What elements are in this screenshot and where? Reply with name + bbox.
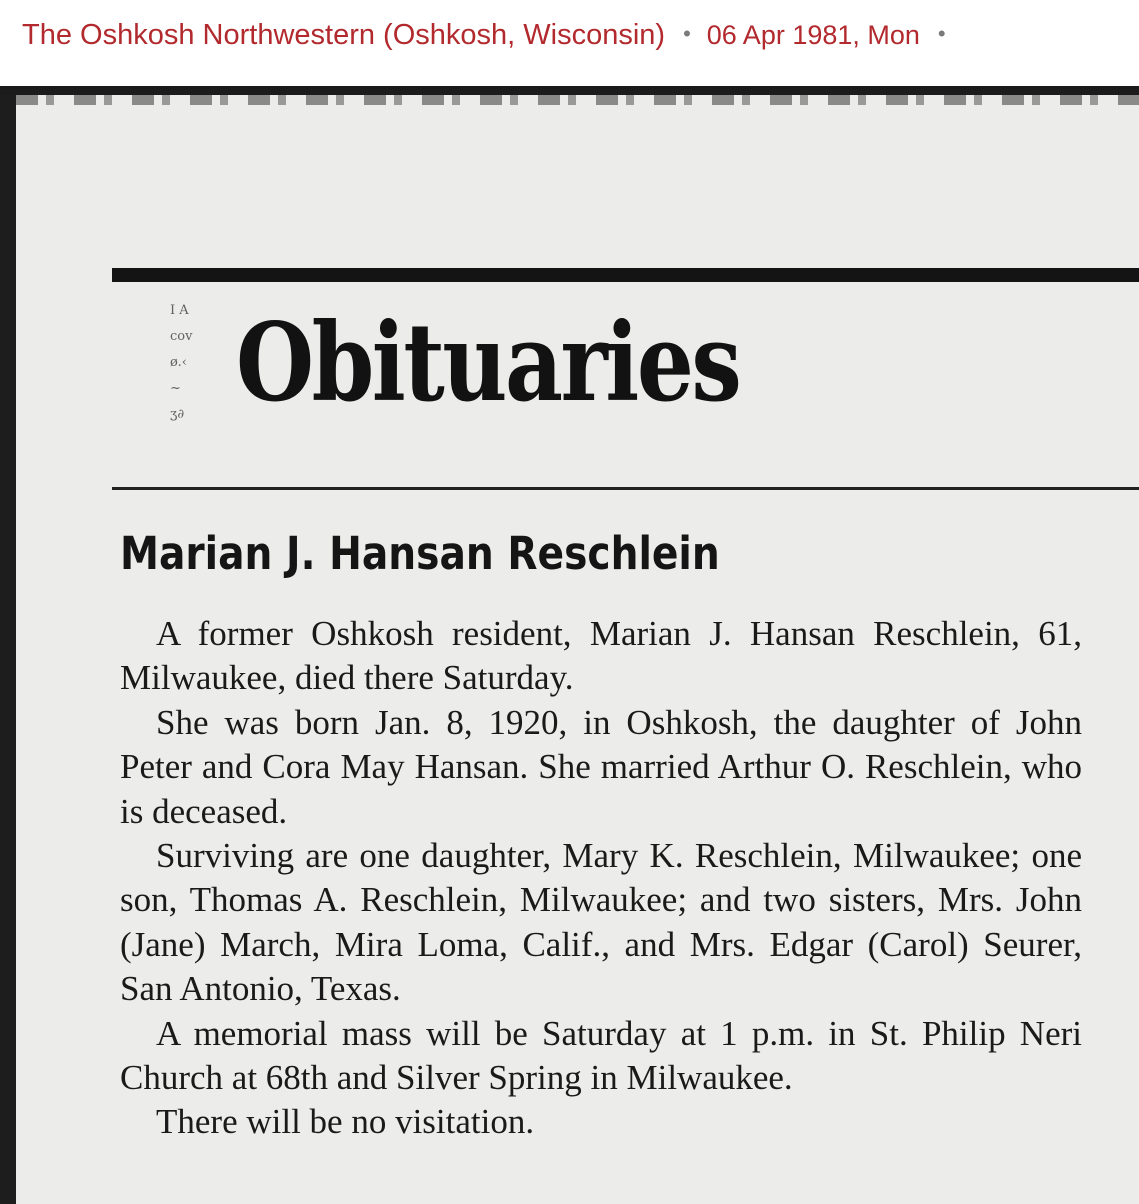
section-rule-bottom xyxy=(112,487,1139,490)
publication-date-link[interactable]: 06 Apr 1981, Mon xyxy=(706,20,920,50)
margin-marks xyxy=(170,298,240,513)
clipping-top-edge-noise xyxy=(16,95,1139,105)
obituary-paragraph: There will be no visitation. xyxy=(156,1102,535,1142)
newspaper-clipping xyxy=(0,86,1139,1204)
obituary-paragraph: A memorial mass will be Saturday at 1 p.m. in St. Philip Neri Church at 68th and Silver Spring in Milwaukee. xyxy=(120,1013,1082,1098)
obituary-paragraph: Surviving are one daughter, Mary K. Reschlein, Milwaukee; one son, Thomas A. Reschlein, Milwaukee; and two sisters, Mrs. John (Jane) March, Mira Loma, Calif., and Mrs. Edgar (Carol) Seurer, San Antonio, Texas. xyxy=(120,836,1082,1009)
obituary-body xyxy=(120,612,1082,1145)
obituary-name: Marian J. Hansan Reschlein xyxy=(120,527,720,580)
clipping-top-border xyxy=(0,86,1139,95)
obituary-paragraph: She was born Jan. 8, 1920, in Oshkosh, the daughter of John Peter and Cora May Hansan. She married Arthur O. Reschlein, who is deceased. xyxy=(120,702,1082,831)
clipping-left-border xyxy=(0,86,16,1204)
margin-mark: ø.‹ xyxy=(170,355,187,370)
section-rule-top xyxy=(112,268,1139,282)
obituary-paragraph: A former Oshkosh resident, Marian J. Hansan Reschlein, 61, Milwaukee, died there Saturday. xyxy=(120,614,1082,698)
clipping-header xyxy=(0,0,1139,86)
separator-dot: • xyxy=(683,21,691,46)
margin-mark: ʒ∂ xyxy=(170,407,185,422)
margin-mark: I A xyxy=(170,303,189,318)
separator-dot-trailing: • xyxy=(937,21,946,46)
clipping-source-line xyxy=(22,14,962,55)
publication-name-link[interactable]: The Oshkosh Northwestern (Oshkosh, Wisconsin) xyxy=(22,19,666,51)
section-title: Obituaries xyxy=(236,300,740,426)
margin-mark: cov xyxy=(170,329,193,344)
margin-mark: ~ xyxy=(170,381,181,396)
